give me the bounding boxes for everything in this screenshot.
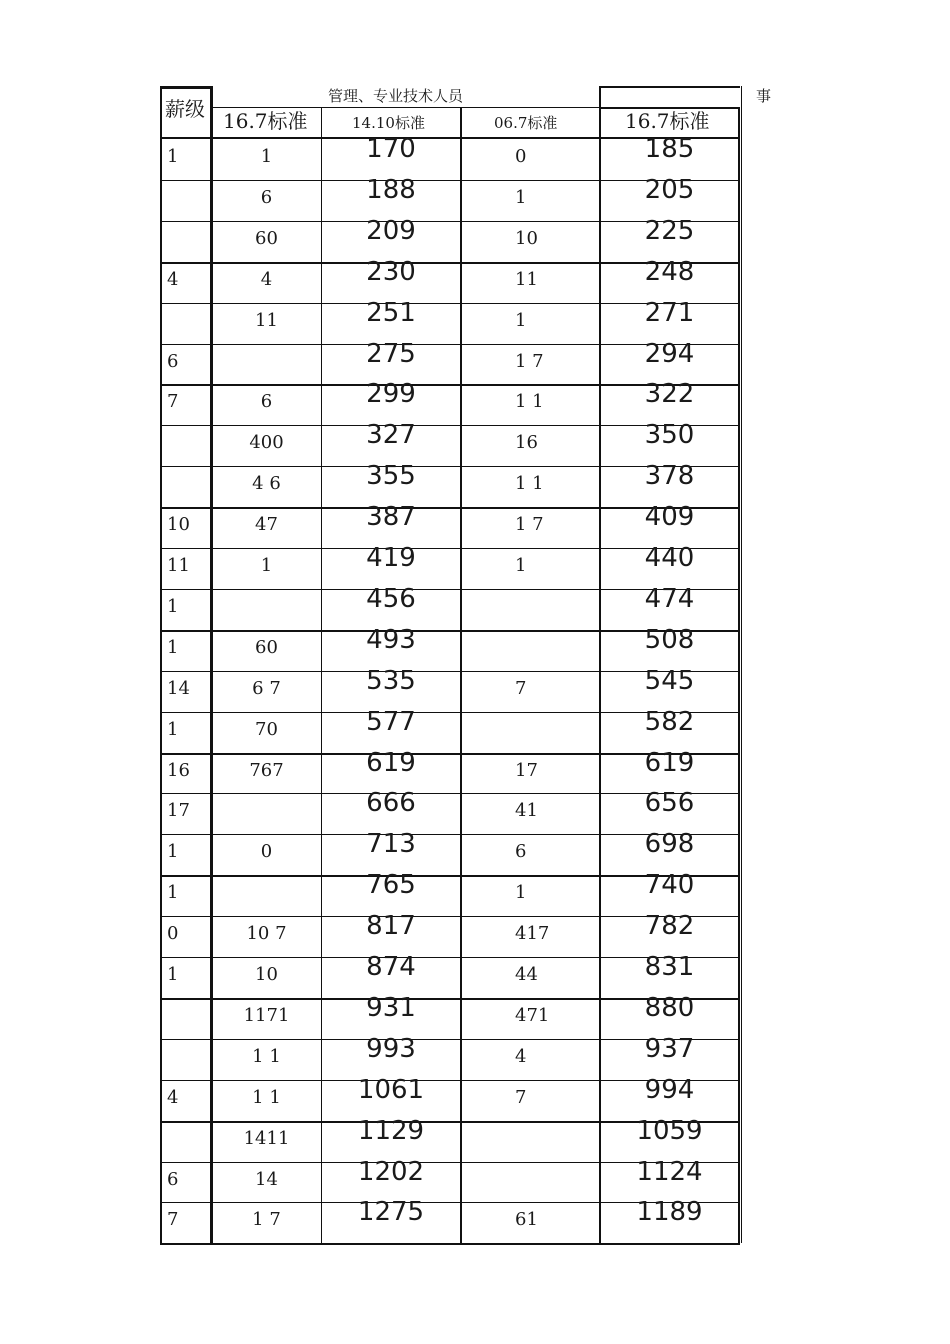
cell-a: 1411 — [243, 1127, 290, 1149]
cell-d: 656 — [644, 788, 695, 819]
cell-d: 1189 — [636, 1197, 703, 1228]
cell-c: 6 — [515, 841, 527, 863]
cell-b: 619 — [366, 747, 416, 778]
cell-c: 61 — [515, 1209, 538, 1231]
cell-b: 355 — [366, 461, 416, 492]
cell-a: 60 — [255, 636, 278, 658]
cell-b: 251 — [366, 297, 416, 328]
cell-level: 1 — [167, 964, 179, 985]
cell-level: 14 — [167, 677, 190, 699]
cell-d: 994 — [644, 1074, 695, 1105]
grid-line-horizontal — [213, 107, 599, 108]
cell-a: 47 — [255, 514, 278, 536]
cell-a: 10 7 — [246, 923, 287, 945]
grid-line-vertical — [160, 86, 162, 1243]
cell-d: 440 — [644, 543, 695, 573]
side-header: 事 — [756, 87, 772, 105]
cell-a: 1 — [260, 146, 273, 167]
cell-d: 937 — [644, 1033, 695, 1064]
cell-d: 582 — [644, 706, 695, 737]
cell-a: 1 7 — [252, 1209, 281, 1231]
grid-line-horizontal — [160, 1243, 740, 1245]
cell-level: 1 — [167, 146, 179, 167]
cell-level: 0 — [167, 923, 179, 945]
grid-line-horizontal — [599, 107, 740, 109]
cell-a: 70 — [255, 718, 278, 740]
cell-c: 10 — [515, 227, 538, 249]
cell-d: 474 — [644, 583, 695, 614]
cell-d: 409 — [644, 502, 695, 533]
cell-a: 11 — [255, 309, 278, 331]
cell-level: 4 — [167, 268, 179, 290]
cell-b: 874 — [366, 952, 416, 982]
cell-b: 713 — [366, 829, 416, 860]
cell-level: 1 — [167, 882, 179, 904]
cell-c: 471 — [515, 1004, 550, 1026]
cell-c: 1 1 — [515, 391, 544, 413]
cell-d: 1059 — [636, 1115, 703, 1146]
cell-a: 4 — [260, 268, 273, 290]
col-a-header: 16.7标准 — [223, 109, 308, 133]
cell-level: 17 — [167, 800, 190, 822]
grid-line-vertical — [741, 86, 742, 1243]
cell-b: 931 — [366, 992, 416, 1023]
cell-b: 456 — [366, 583, 416, 614]
cell-d: 248 — [644, 256, 695, 287]
cell-c: 17 — [515, 759, 538, 781]
cell-a: 1 1 — [252, 1045, 281, 1067]
cell-level: 6 — [167, 350, 179, 372]
cell-b: 493 — [366, 624, 416, 655]
cell-a: 10 — [255, 964, 278, 985]
cell-b: 577 — [366, 706, 416, 737]
cell-d: 294 — [644, 338, 695, 369]
grid-line-vertical — [460, 108, 462, 1243]
cell-d: 880 — [644, 992, 695, 1023]
cell-d: 350 — [644, 420, 695, 451]
grid-line-horizontal — [599, 86, 740, 88]
cell-b: 1202 — [357, 1156, 425, 1187]
group-title: 管理、专业技术人员 — [328, 87, 464, 105]
cell-level: 6 — [167, 1168, 179, 1190]
cell-c: 4 — [515, 1045, 527, 1067]
cell-b: 170 — [366, 134, 416, 164]
cell-c: 1 7 — [515, 514, 544, 536]
level-header: 薪级 — [165, 97, 205, 121]
cell-a: 14 — [255, 1168, 278, 1190]
cell-d: 1124 — [636, 1156, 703, 1187]
cell-b: 1275 — [357, 1197, 425, 1228]
col-d-header: 16.7标准 — [625, 109, 710, 133]
col-b-header: 14.10标准 — [352, 114, 425, 132]
cell-c: 7 — [515, 677, 527, 699]
cell-c: 1 1 — [515, 473, 544, 495]
cell-d: 378 — [644, 461, 695, 492]
cell-d: 225 — [644, 215, 695, 246]
cell-b: 817 — [366, 911, 416, 942]
cell-c: 1 — [515, 186, 527, 208]
grid-line-horizontal — [160, 86, 213, 89]
cell-level: 10 — [167, 514, 190, 536]
cell-d: 698 — [644, 829, 695, 860]
cell-level: 1 — [167, 595, 179, 617]
cell-d: 205 — [644, 174, 695, 205]
cell-c: 1 — [515, 555, 527, 576]
cell-a: 1171 — [243, 1004, 290, 1026]
cell-b: 535 — [366, 665, 416, 696]
cell-b: 327 — [366, 420, 416, 451]
cell-d: 185 — [644, 134, 695, 164]
cell-level: 1 — [167, 841, 179, 863]
cell-a: 1 — [260, 555, 273, 576]
cell-a: 6 — [260, 186, 273, 208]
cell-a: 6 — [260, 391, 273, 413]
cell-b: 209 — [366, 215, 416, 246]
cell-c: 16 — [515, 432, 538, 454]
cell-d: 508 — [644, 624, 695, 655]
cell-c: 1 — [515, 309, 527, 331]
cell-d: 271 — [644, 297, 695, 328]
cell-d: 545 — [644, 665, 695, 696]
grid-line-vertical — [210, 86, 213, 1243]
cell-c: 417 — [515, 923, 550, 945]
cell-a: 0 — [260, 841, 273, 863]
col-c-header: 06.7标准 — [494, 114, 558, 132]
cell-b: 765 — [366, 870, 416, 901]
cell-d: 740 — [644, 870, 695, 901]
cell-a: 767 — [249, 759, 284, 781]
cell-level: 11 — [167, 555, 190, 576]
cell-b: 275 — [366, 338, 416, 369]
cell-level: 1 — [167, 636, 179, 658]
cell-c: 11 — [515, 268, 538, 290]
cell-b: 1061 — [357, 1074, 425, 1105]
cell-b: 188 — [366, 174, 416, 205]
cell-d: 782 — [644, 911, 695, 942]
cell-a: 60 — [255, 227, 278, 249]
cell-d: 831 — [644, 952, 695, 982]
cell-a: 1 1 — [252, 1086, 281, 1108]
cell-b: 666 — [366, 788, 416, 819]
cell-level: 7 — [167, 391, 179, 413]
cell-c: 1 7 — [515, 350, 544, 372]
cell-d: 619 — [644, 747, 695, 778]
cell-d: 322 — [644, 379, 695, 410]
cell-c: 0 — [515, 146, 527, 167]
cell-level: 7 — [167, 1209, 179, 1231]
cell-level: 1 — [167, 718, 179, 740]
cell-level: 16 — [167, 759, 190, 781]
cell-c: 1 — [515, 882, 527, 904]
cell-b: 419 — [366, 543, 416, 573]
cell-c: 7 — [515, 1086, 527, 1108]
cell-a: 6 7 — [252, 677, 281, 699]
cell-b: 1129 — [357, 1115, 425, 1146]
cell-b: 387 — [366, 502, 416, 533]
cell-a: 4 6 — [252, 473, 281, 495]
cell-a: 400 — [249, 432, 284, 454]
cell-c: 44 — [515, 964, 538, 985]
cell-b: 299 — [366, 379, 416, 410]
cell-c: 41 — [515, 800, 538, 822]
cell-level: 4 — [167, 1086, 179, 1108]
cell-b: 230 — [366, 256, 416, 287]
cell-b: 993 — [366, 1033, 416, 1064]
